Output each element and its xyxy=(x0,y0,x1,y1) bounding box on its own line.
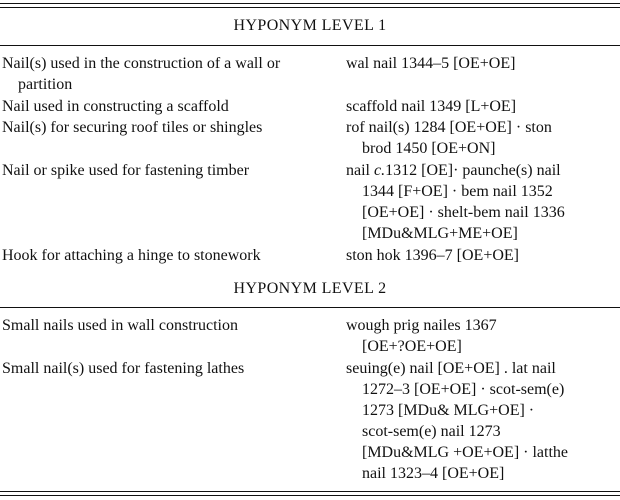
forms-line: nail c.1312 [OE]· paunche(s) nail xyxy=(346,162,561,179)
row-term xyxy=(2,96,337,117)
forms-line: [MDu&MLG +OE+OE] · latthe xyxy=(362,444,569,461)
row-forms xyxy=(346,96,618,117)
term-line: Hook for attaching a hinge to stonework xyxy=(2,247,261,264)
forms-line: [OE+?OE+OE] xyxy=(362,338,462,355)
forms-line: ston hok 1396–7 [OE+OE] xyxy=(346,247,520,264)
forms-line: [OE+OE] · shelt-bem nail 1336 xyxy=(362,204,565,221)
circa-abbrev: c. xyxy=(374,162,386,179)
forms-line: brod 1450 [OE+ON] xyxy=(362,140,496,157)
term-line: Nail(s) used in the construction of a wall or xyxy=(2,55,281,72)
forms-line: nail 1323–4 [OE+OE] xyxy=(362,465,505,482)
forms-line: wough prig nailes 1367 xyxy=(346,317,497,334)
row-term xyxy=(2,245,337,266)
row-forms xyxy=(346,117,618,159)
forms-line: scot-sem(e) nail 1273 xyxy=(362,423,501,440)
term-line: Nail or spike used for fastening timber xyxy=(2,162,250,179)
section-title-level-2: HYPONYM LEVEL 2 xyxy=(233,280,387,297)
row-forms xyxy=(346,53,618,74)
term-line: partition xyxy=(18,76,73,93)
term-line: Small nails used in wall construction xyxy=(2,317,238,334)
bottom-rule-inner xyxy=(0,495,620,496)
forms-line: rof nail(s) 1284 [OE+OE] · ston xyxy=(346,119,552,136)
forms-line: seuing(e) nail [OE+OE] . lat nail xyxy=(346,360,556,377)
top-rule xyxy=(0,3,620,4)
forms-line: scaffold nail 1349 [L+OE] xyxy=(346,98,517,115)
bottom-rule xyxy=(0,491,620,492)
forms-line: 1273 [MDu& MLG+OE] · xyxy=(362,402,535,419)
row-term xyxy=(2,358,337,379)
forms-line: wal nail 1344–5 [OE+OE] xyxy=(346,55,516,72)
section-1-rule xyxy=(0,45,620,46)
top-rule-inner xyxy=(0,7,620,8)
row-term xyxy=(2,117,337,138)
forms-line: [MDu&MLG+ME+OE] xyxy=(362,225,518,242)
row-term xyxy=(2,53,337,95)
section-title-level-1: HYPONYM LEVEL 1 xyxy=(233,17,387,34)
forms-line: 1272–3 [OE+OE] · scot-sem(e) xyxy=(362,381,565,398)
row-term xyxy=(2,315,337,336)
term-line: Small nail(s) used for fastening lathes xyxy=(2,360,245,377)
row-forms xyxy=(346,160,618,244)
row-forms xyxy=(346,315,618,357)
section-2-rule xyxy=(0,307,620,308)
row-term xyxy=(2,160,337,181)
row-forms xyxy=(346,245,618,266)
row-forms xyxy=(346,358,618,484)
forms-line: 1344 [F+OE] · bem nail 1352 xyxy=(362,183,553,200)
term-line: Nail(s) for securing roof tiles or shingles xyxy=(2,119,263,136)
term-line: Nail used in constructing a scaffold xyxy=(2,98,229,115)
